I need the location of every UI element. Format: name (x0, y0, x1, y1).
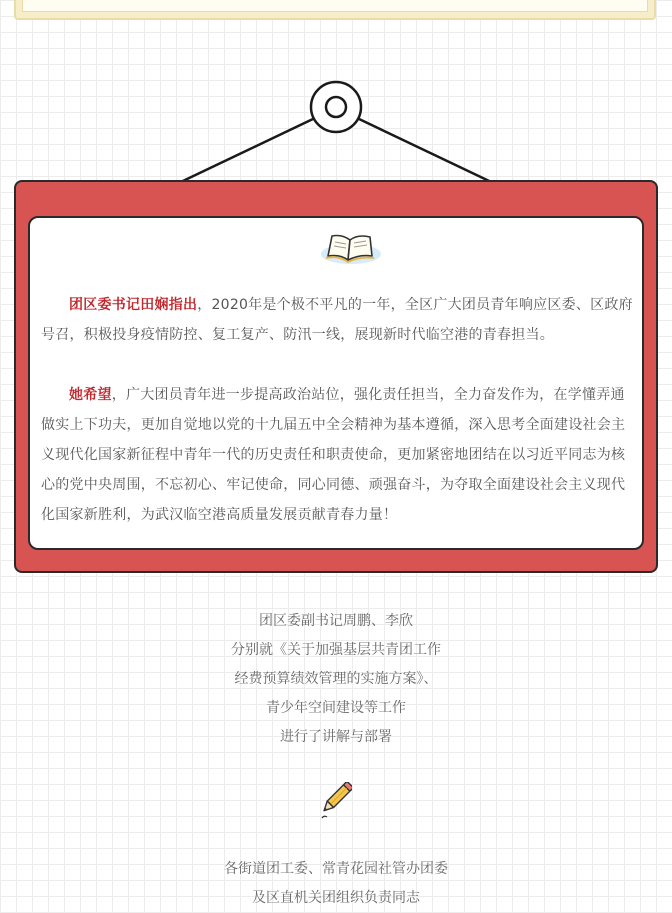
attendees-line: 各街道团工委、常青花园社管办团委 (224, 861, 448, 877)
pencil-icon (318, 782, 352, 820)
speakers-line: 团区委副书记周鹏、李欣 (259, 613, 413, 629)
attendees-section (0, 855, 672, 913)
red-sign-board (14, 180, 658, 573)
paragraph-2 (41, 380, 637, 530)
top-decorative-frame (14, 0, 656, 20)
open-book-icon (318, 226, 382, 266)
content-card (28, 216, 644, 550)
hanger-string (0, 0, 672, 210)
speakers-line: 进行了讲解与部署 (280, 729, 392, 745)
paragraph-1-text: ，2020年是个极不平凡的一年，全区广大团员青年响应区委、区政府号召，积极投身疫情防控、复工复产、防汛一线，展现新时代临空港的青春担当。 (41, 297, 633, 343)
speakers-section (0, 607, 672, 752)
speakers-line: 青少年空间建设等工作 (266, 700, 406, 716)
top-frame-inner (22, 0, 648, 12)
speakers-line: 分别就《关于加强基层共青团工作 (231, 642, 441, 658)
speakers-line: 经费预算绩效管理的实施方案》、 (234, 671, 438, 687)
paragraph-1 (41, 290, 637, 350)
attendees-line: 及区直机关团组织负责同志 (252, 890, 420, 906)
paragraph-2-lead: 她希望 (69, 387, 112, 403)
hanger-ring (311, 82, 361, 132)
paragraph-2-text: ，广大团员青年进一步提高政治站位，强化责任担当，全力奋发作为，在学懂弄通做实上下功夫，更加自觉地以党的十九届五中全会精神为基本遵循，深入思考全面建设社会主义现代化国家新征程中青年一代的历史责任和职责使命，更加紧密地团结在以习近平同志为核心的党中央周围，不忘初心、牢记使命，同心同德、顽强奋斗，为夺取全面建设社会主义现代化国家新胜利，为武汉临空港高质量发展贡献青春力量！ (41, 387, 626, 523)
paragraph-1-lead: 团区委书记田娴指出 (69, 297, 198, 313)
